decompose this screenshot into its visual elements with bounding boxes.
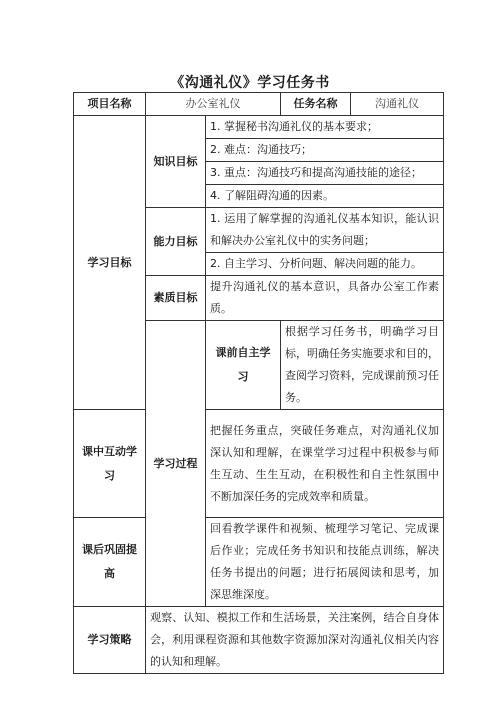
quality-text: 提升沟通礼仪的基本意识，具备办公室工作素质。 [206, 276, 444, 321]
knowledge-item: 4. 了解阻碍沟通的因素。 [206, 185, 444, 208]
process-pre-label [206, 321, 281, 410]
header-row [74, 93, 444, 116]
process-in-label [74, 410, 146, 518]
project-name-label: 项目名称 [74, 93, 146, 116]
document-title: 《沟通礼仪》学习任务书 [170, 75, 330, 91]
quality-label: 素质目标 [146, 276, 206, 321]
task-name-value: 沟通礼仪 [351, 93, 444, 116]
strategy-text: 观察、认知、模拟工作和生活场景，关注案例，结合自身体会，利用课程资源和其他数字资源加深对沟通礼仪相关内容的认知和理解。 [146, 607, 444, 674]
ability-label: 能力目标 [146, 208, 206, 276]
process-label: 学习过程 [146, 321, 206, 607]
process-post-label [74, 518, 146, 607]
knowledge-item: 3. 重点：沟通技巧和提高沟通技能的途径； [206, 162, 444, 185]
process-pre-label-text: 课前自主学习 [215, 346, 271, 383]
task-table [73, 92, 444, 674]
knowledge-label: 知识目标 [146, 116, 206, 208]
knowledge-item: 1. 掌握秘书沟通礼仪的基本要求； [206, 116, 444, 139]
objectives-label: 学习目标 [74, 116, 146, 410]
knowledge-item: 2. 难点：沟通技巧； [206, 139, 444, 162]
project-name-value: 办公室礼仪 [146, 93, 281, 116]
task-name-label: 任务名称 [281, 93, 351, 116]
ability-item: 2. 自主学习、分析问题、解决问题的能力。 [206, 253, 444, 276]
strategy-label: 学习策略 [74, 607, 146, 674]
ability-item: 1. 运用了解掌握的沟通礼仪基本知识，能认识和解决办公室礼仪中的实务问题； [206, 208, 444, 253]
process-post-label-text: 课后巩固提高 [82, 543, 137, 580]
process-in-label-text: 课中互动学习 [82, 444, 137, 482]
process-post-text: 回看教学课件和视频、梳理学习笔记、完成课后作业；完成任务书知识和技能点训练，解决任务书提出的问题；进行拓展阅读和思考，加深思维深度。 [206, 518, 444, 607]
process-pre-text: 根据学习任务书，明确学习目标，明确任务实施要求和目的，查阅学习资料，完成课前预习任务。 [281, 321, 444, 410]
process-in-text: 把握任务重点，突破任务难点，对沟通礼仪加深认知和理解，在课堂学习过程中积极参与师生互动、生生互动，在积极性和自主性氛围中不断加深任务的完成效率和质量。 [206, 410, 444, 518]
